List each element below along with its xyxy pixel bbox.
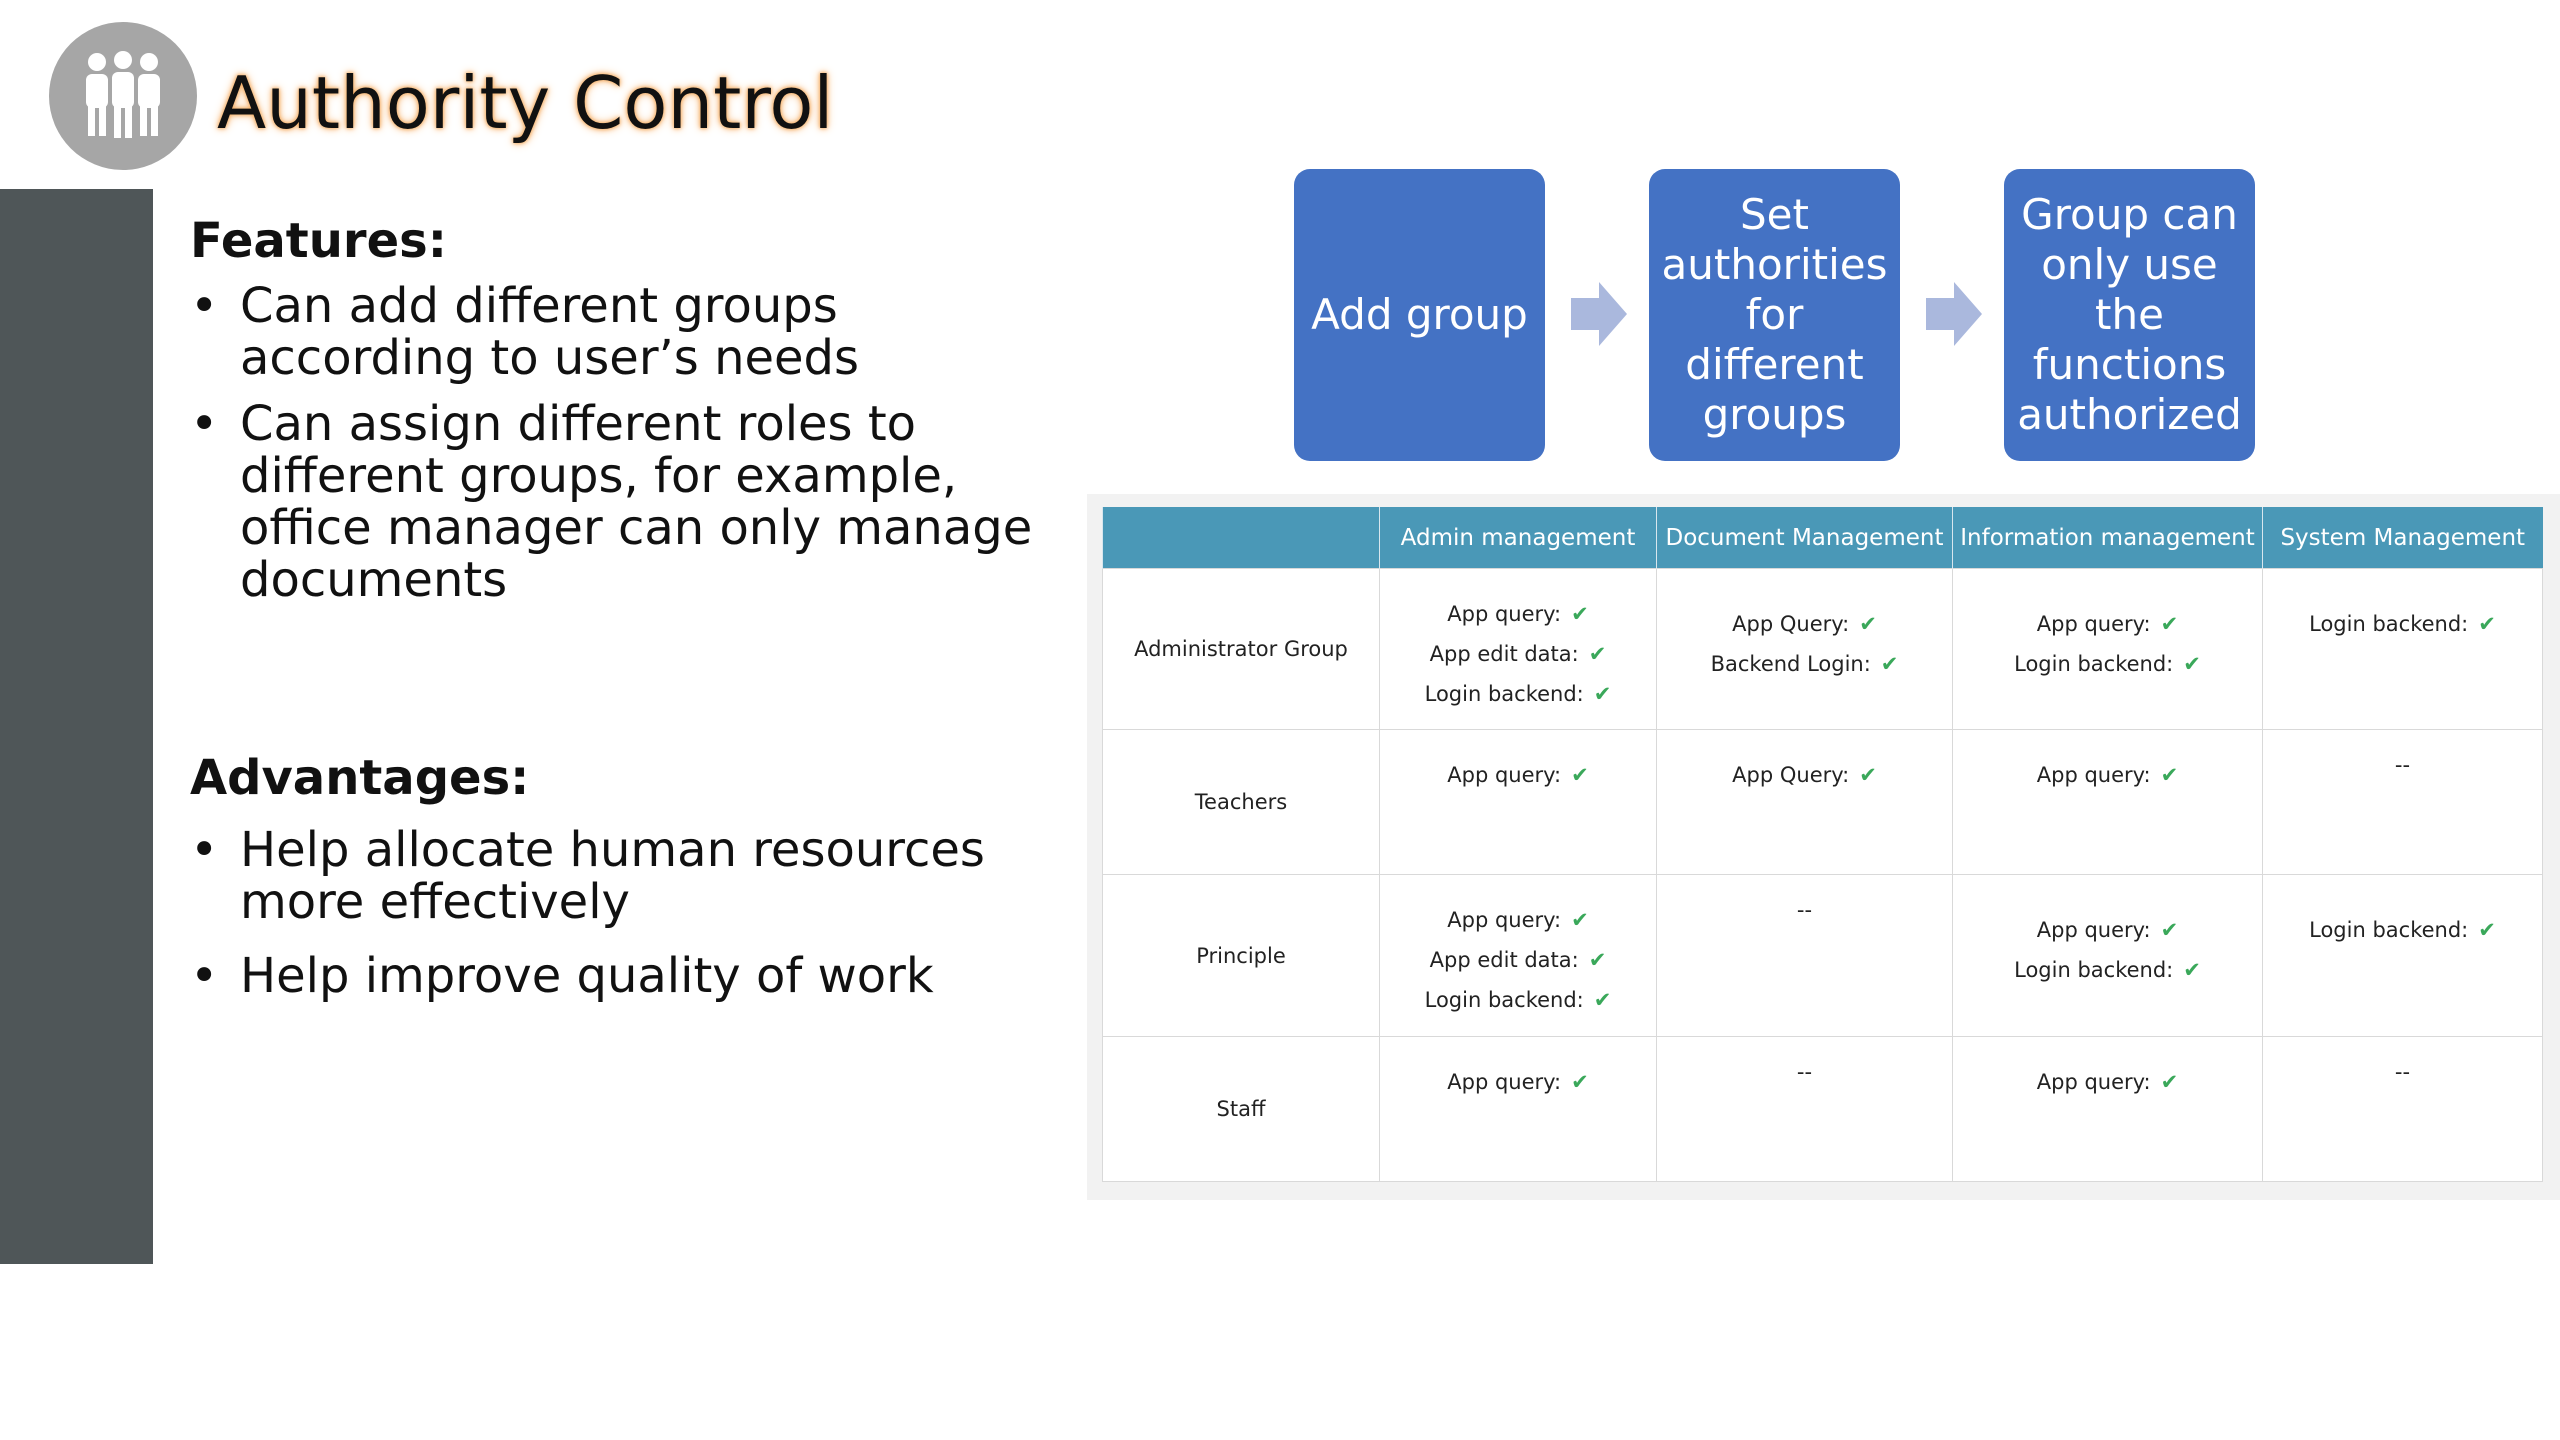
permission-cell [2263, 569, 2543, 730]
permission-item [1380, 594, 1656, 634]
check-icon: ✔ [1880, 652, 1899, 676]
permission-item [1380, 980, 1656, 1020]
empty-marker: -- [1796, 898, 1813, 923]
check-icon: ✔ [1593, 988, 1612, 1013]
empty-marker: -- [1796, 1059, 1813, 1084]
permission-item [1657, 755, 1952, 795]
check-icon: ✔ [2183, 958, 2201, 983]
permission-cell [2263, 1036, 2543, 1181]
permission-table [1102, 507, 2543, 1182]
side-bar-decoration [0, 189, 153, 1264]
permission-cell [1380, 1036, 1657, 1181]
permission-cell [2263, 730, 2543, 875]
row-label: Staff [1103, 1036, 1380, 1181]
check-icon: ✔ [1571, 602, 1589, 626]
advantages-heading: Advantages: [190, 750, 530, 806]
permission-cell [1953, 569, 2263, 730]
permission-cell [1953, 730, 2263, 875]
permission-cell [1657, 875, 1953, 1036]
permission-item [1953, 604, 2262, 644]
table-row [1103, 730, 2543, 875]
permission-cell [1953, 875, 2263, 1036]
permission-label: Login backend: [1424, 988, 1584, 1013]
advantage-item: • Help improve quality of work [190, 950, 1070, 1002]
flow-step-label: Group can only use the functions authorized [2017, 190, 2242, 439]
permission-item [2263, 910, 2542, 950]
check-icon: ✔ [1571, 763, 1589, 788]
check-icon: ✔ [1571, 1069, 1589, 1094]
permission-item [1953, 1062, 2262, 1102]
permission-item [1380, 755, 1656, 795]
table-header-row [1103, 507, 2543, 569]
check-icon: ✔ [2478, 612, 2496, 636]
page-title: Authority Control [217, 61, 834, 145]
check-icon: ✔ [2160, 763, 2179, 788]
check-icon: ✔ [1859, 612, 1877, 636]
permission-item [1953, 755, 2262, 795]
permission-label: App query: [1447, 908, 1562, 933]
permission-label: App query: [2036, 1069, 2151, 1094]
permission-label: App query: [1447, 1069, 1562, 1094]
permission-item [1380, 900, 1656, 940]
permission-label: App edit data: [1429, 948, 1579, 973]
permission-label: App query: [2036, 763, 2151, 788]
permission-label: App query: [1447, 602, 1562, 626]
column-header-system: System Management [2263, 507, 2543, 569]
empty-marker: -- [2394, 753, 2411, 778]
advantage-item: • Help allocate human resources more effectively [190, 824, 1070, 928]
permission-item [1380, 1062, 1656, 1102]
permission-cell [1657, 1036, 1953, 1181]
table-row [1103, 569, 2543, 730]
row-label: Teachers [1103, 730, 1380, 875]
column-header-admin: Admin management [1380, 507, 1657, 569]
arrow-right-icon [1571, 282, 1627, 346]
table-corner-cell [1103, 507, 1380, 569]
feature-item: • Can add different groups according to user’s needs [190, 280, 1070, 384]
check-icon: ✔ [1588, 948, 1607, 973]
permission-cell [1380, 569, 1657, 730]
check-icon: ✔ [1571, 908, 1589, 933]
permission-cell [1657, 730, 1953, 875]
permission-cell [2263, 875, 2543, 1036]
people-icon [49, 22, 197, 170]
permission-item [1380, 940, 1656, 980]
permission-cell [1380, 730, 1657, 875]
features-list [190, 280, 1070, 620]
check-icon: ✔ [1593, 682, 1612, 706]
features-heading: Features: [190, 213, 447, 269]
permission-item [1953, 644, 2262, 684]
table-row [1103, 1036, 2543, 1181]
check-icon: ✔ [2183, 652, 2201, 676]
arrow-right-icon [1926, 282, 1982, 346]
permission-label: App query: [1447, 763, 1562, 788]
permission-cell [1953, 1036, 2263, 1181]
permission-label: App edit data: [1429, 642, 1579, 666]
row-label: Administrator Group [1103, 569, 1380, 730]
permission-item [1657, 604, 1952, 644]
permission-label: Login backend: [2014, 958, 2174, 983]
permission-item [1953, 950, 2262, 990]
permission-label: Login backend: [2309, 612, 2469, 636]
group-logo [49, 22, 197, 170]
permission-label: Login backend: [2309, 918, 2469, 943]
permission-item [2263, 604, 2542, 644]
check-icon: ✔ [2160, 918, 2179, 943]
flow-step-group-use [2004, 169, 2255, 461]
permission-cell [1380, 875, 1657, 1036]
column-header-information: Information management [1953, 507, 2263, 569]
permission-cell [1657, 569, 1953, 730]
check-icon: ✔ [1859, 763, 1877, 788]
permission-label: App query: [2036, 918, 2151, 943]
check-icon: ✔ [2478, 918, 2496, 943]
permission-item [1380, 674, 1656, 714]
advantages-list [190, 824, 1070, 1024]
permission-item [1657, 644, 1952, 684]
empty-marker: -- [2394, 1059, 2411, 1084]
permission-label: App Query: [1732, 763, 1850, 788]
permission-item [1953, 910, 2262, 950]
column-header-document: Document Management [1657, 507, 1953, 569]
flow-step-add-group [1294, 169, 1545, 461]
check-icon: ✔ [2160, 612, 2179, 636]
permission-label: Login backend: [1424, 682, 1584, 706]
flow-step-label: Set authorities for different groups [1661, 190, 1888, 439]
permission-item [1380, 634, 1656, 674]
feature-item: • Can assign different roles to different groups, for example, office manager can only manage documents [190, 398, 1070, 606]
flow-step-set-authorities [1649, 169, 1900, 461]
table-row [1103, 875, 2543, 1036]
check-icon: ✔ [1588, 642, 1607, 666]
permission-label: App Query: [1732, 612, 1850, 636]
check-icon: ✔ [2160, 1069, 2179, 1094]
flow-step-label: Add group [1311, 290, 1528, 339]
row-label: Principle [1103, 875, 1380, 1036]
permission-label: Backend Login: [1710, 652, 1871, 676]
permission-label: App query: [2036, 612, 2151, 636]
permission-label: Login backend: [2014, 652, 2174, 676]
